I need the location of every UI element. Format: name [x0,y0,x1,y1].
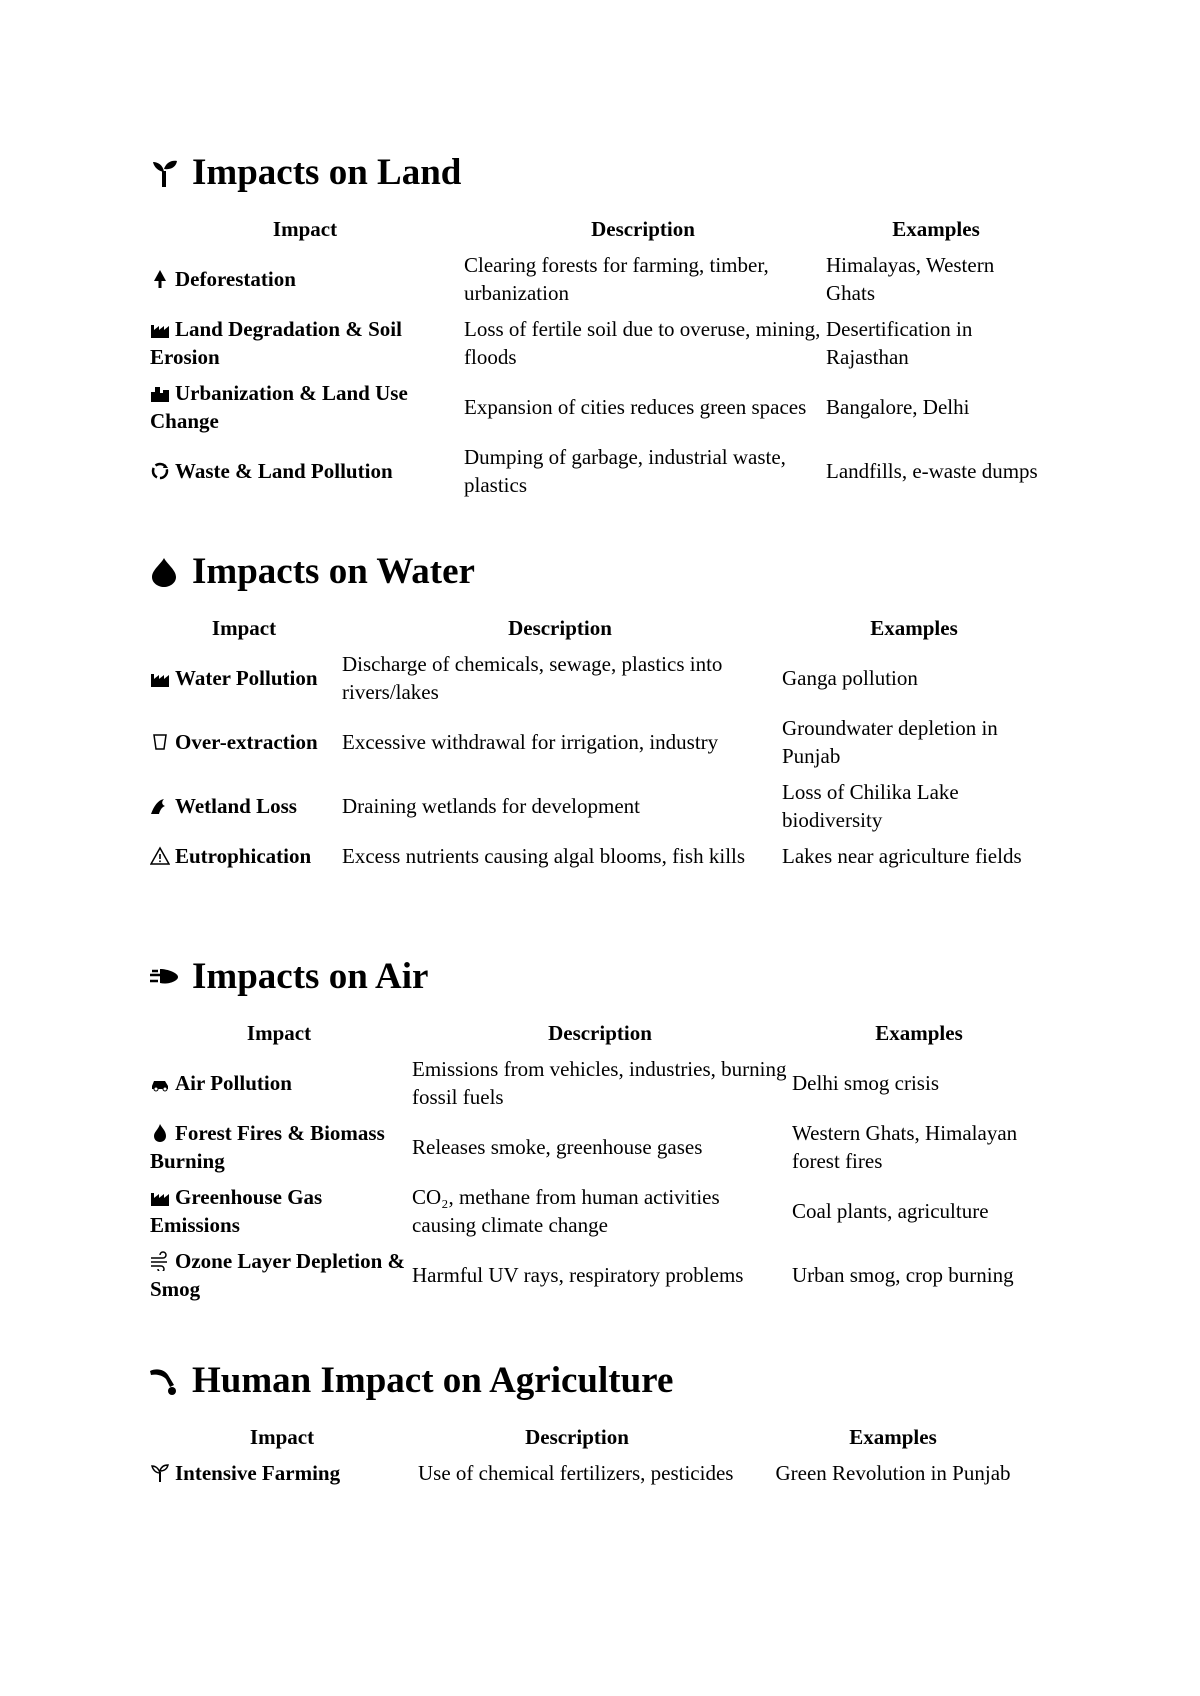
water-table [148,614,1048,875]
description-cell: CO₂, methane from human activities causing climate change [412,1185,720,1237]
column-header: Description [508,616,612,640]
description-cell: Expansion of cities reduces green spaces [464,395,807,419]
table-row [148,1052,1048,1116]
factory-icon [150,318,170,338]
column-header: Description [548,1021,652,1045]
air-table [148,1019,1048,1308]
car-icon [150,1072,170,1092]
column-header: Impact [272,217,338,241]
impact-cell: Wetland Loss [148,775,340,839]
wave-icon [150,795,170,815]
table-row [148,248,1048,312]
section-heading [148,958,1048,995]
tractor-icon [148,1365,180,1397]
impact-cell: Waste & Land Pollution [148,440,462,504]
description-cell: Clearing forests for farming, timber, urbanization [464,253,769,305]
land-table [148,215,1048,504]
table-row [148,1180,1048,1244]
section-air [148,958,1048,1308]
table-header-row [148,1423,1048,1456]
impact-cell: Ozone Layer Depletion & Smog [150,1249,405,1301]
table-row [148,312,1048,376]
examples-cell: Himalayas, Western Ghats [826,253,995,305]
impact-cell: Forest Fires & Biomass Burning [150,1121,385,1173]
cityscape-icon [150,382,170,402]
section-agriculture [148,1362,1048,1492]
section-title: Impacts on Air [192,956,429,997]
description-cell: Use of chemical fertilizers, pesticides [418,1461,734,1485]
description-cell: Emissions from vehicles, industries, burning fossil fuels [412,1057,787,1109]
impact-cell: Eutrophication [148,839,340,875]
seedling-icon [150,1462,170,1482]
section-title: Human Impact on Agriculture [192,1360,674,1401]
impact-cell: Deforestation [148,248,462,312]
column-header: Description [591,217,695,241]
section-land [148,154,1048,504]
table-header-row [148,614,1048,647]
impact-cell: Over-extraction [148,711,340,775]
table-row [148,1244,1048,1308]
examples-cell: Groundwater depletion in Punjab [782,716,998,768]
table-row [148,376,1048,440]
examples-cell: Western Ghats, Himalayan forest fires [792,1121,1018,1173]
factory-icon [150,667,170,687]
column-header: Examples [849,1425,937,1449]
faucet-icon [150,731,170,751]
fire-icon [150,1122,170,1142]
table-row [148,440,1048,504]
description-cell: Dumping of garbage, industrial waste, plastics [464,445,786,497]
seedling-icon [148,157,180,189]
column-header: Examples [892,217,980,241]
section-heading [148,154,1048,191]
factory-icon [150,1186,170,1206]
impact-cell: Water Pollution [148,647,340,711]
column-header: Impact [249,1425,315,1449]
section-heading [148,1362,1048,1399]
impact-cell: Urbanization & Land Use Change [150,381,408,433]
section-title: Impacts on Land [192,152,462,193]
column-header: Impact [211,616,277,640]
tree-icon [150,268,170,288]
examples-cell: Bangalore, Delhi [826,395,970,419]
table-row [148,711,1048,775]
warning-icon [150,845,170,865]
examples-cell: Urban smog, crop burning [792,1263,1014,1287]
table-header-row [148,215,1048,248]
table-row [148,839,1048,875]
description-cell: Discharge of chemicals, sewage, plastics into rivers/lakes [342,652,723,704]
description-cell: Harmful UV rays, respiratory problems [412,1263,744,1287]
examples-cell: Ganga pollution [782,666,918,690]
table-row [148,1116,1048,1180]
section-title: Impacts on Water [192,551,475,592]
examples-cell: Lakes near agriculture fields [782,844,1022,868]
examples-cell: Delhi smog crisis [792,1071,939,1095]
examples-cell: Coal plants, agriculture [792,1199,989,1223]
column-header: Impact [246,1021,312,1045]
description-cell: Excess nutrients causing algal blooms, fish kills [342,844,746,868]
column-header: Description [525,1425,629,1449]
impact-cell: Land Degradation & Soil Erosion [150,317,402,369]
table-row [148,647,1048,711]
description-cell: Draining wetlands for development [342,794,640,818]
description-cell: Excessive withdrawal for irrigation, industry [342,730,719,754]
impact-cell: Air Pollution [148,1052,410,1116]
table-header-row [148,1019,1048,1052]
water-drop-icon [148,556,180,588]
table-row [148,775,1048,839]
wind-icon [150,1250,170,1270]
table-row [148,1456,1048,1492]
column-header: Examples [870,616,958,640]
agriculture-table [148,1423,1048,1492]
impact-cell: Greenhouse Gas Emissions [150,1185,323,1237]
section-heading [148,553,1048,590]
section-water [148,553,1048,875]
examples-cell: Loss of Chilika Lake biodiversity [782,780,959,832]
wind-face-icon [148,961,180,993]
impact-cell: Intensive Farming [148,1456,416,1492]
recycle-icon [150,460,170,480]
description-cell: Releases smoke, greenhouse gases [412,1135,703,1159]
examples-cell: Landfills, e-waste dumps [826,459,1038,483]
description-cell: Loss of fertile soil due to overuse, mining, floods [464,317,821,369]
examples-cell: Green Revolution in Punjab [775,1461,1011,1485]
examples-cell: Desertification in Rajasthan [826,317,973,369]
column-header: Examples [875,1021,963,1045]
